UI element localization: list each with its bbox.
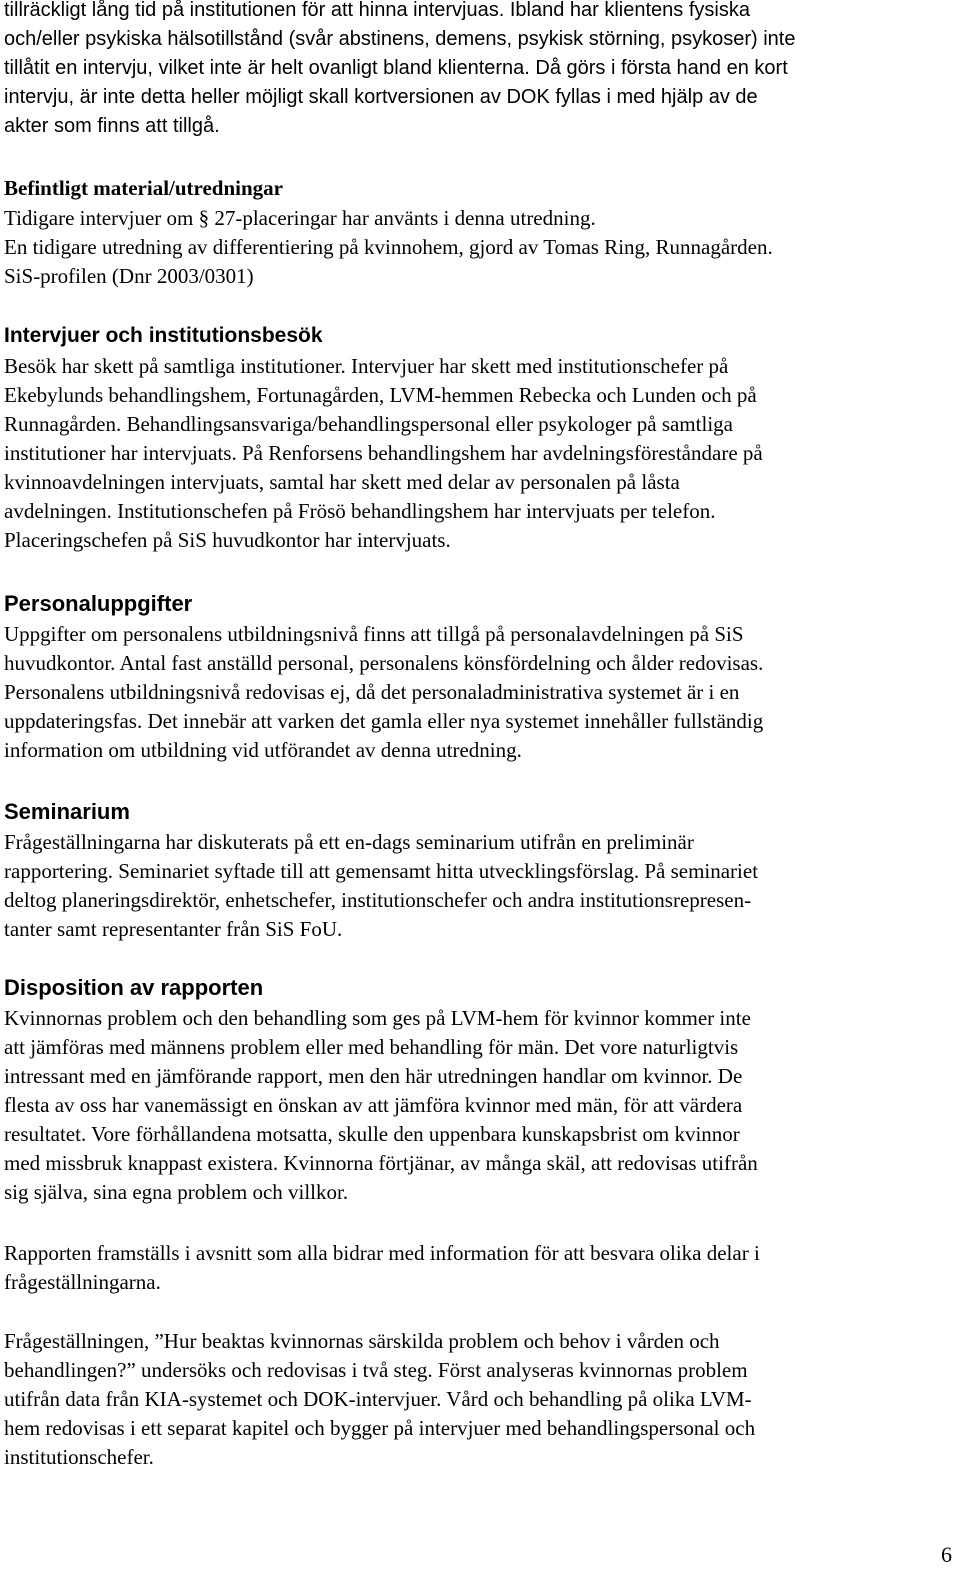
intro-line-5: akter som finns att tillgå. [4, 115, 220, 137]
disposition-p3-line-5: institutionschefer. [4, 1445, 154, 1469]
seminar-line-4: tanter samt representanter från SiS FoU. [4, 917, 343, 941]
staff-line-5: information om utbildning vid utförandet av denna utredning. [4, 738, 522, 762]
interviews-line-7: Placeringschefen på SiS huvudkontor har intervjuats. [4, 528, 451, 552]
heading-personaluppgifter: Personaluppgifter [4, 591, 193, 616]
staff-line-3: Personalens utbildningsnivå redovisas ej, då det personaladministrativa systemet är i en [4, 680, 740, 704]
heading-befintligt-material: Befintligt material/utredningar [4, 176, 283, 200]
disposition-p2-line-1: Rapporten framställs i avsnitt som alla bidrar med information för att besvara olika delar i [4, 1241, 760, 1265]
heading-seminarium: Seminarium [4, 799, 130, 824]
intro-line-4: intervju, är inte detta heller möjligt skall kortversionen av DOK fyllas i med hjälp av de [4, 86, 758, 108]
disposition-p1-line-2: att jämföras med männens problem eller med behandling för män. Det vore naturligtvis [4, 1035, 739, 1059]
heading-disposition: Disposition av rapporten [4, 975, 264, 1000]
disposition-p1-line-6: med missbruk knappast existera. Kvinnorna förtjänar, av många skäl, att redovisas utifrån [4, 1151, 758, 1175]
page-number: 6 [941, 1542, 952, 1567]
heading-intervjuer: Intervjuer och institutionsbesök [4, 324, 323, 347]
interviews-line-2: Ekebylunds behandlingshem, Fortunagården, LVM-hemmen Rebecka och Lunden och på [4, 383, 757, 407]
disposition-p3-line-4: hem redovisas i ett separat kapitel och bygger på intervjuer med behandlingspersonal och [4, 1416, 756, 1440]
staff-line-2: huvudkontor. Antal fast anställd personal, personalens könsfördelning och ålder redovisas. [4, 651, 764, 675]
disposition-p1-line-7: sig själva, sina egna problem och villkor. [4, 1180, 349, 1204]
seminar-line-2: rapportering. Seminariet syftade till att gemensamt hitta utvecklingsförslag. På seminariet [4, 859, 759, 883]
staff-line-1: Uppgifter om personalens utbildningsnivå finns att tillgå på personalavdelningen på SiS [4, 622, 744, 646]
material-line-2: En tidigare utredning av differentiering på kvinnohem, gjord av Tomas Ring, Runnagården. [4, 235, 773, 259]
intro-line-1: tillräckligt lång tid på institutionen för att hinna intervjuas. Ibland har klientens fysiska [4, 0, 750, 21]
intro-line-3: tillåtit en intervju, vilket inte är helt ovanligt bland klienterna. Då görs i första hand en kort [4, 57, 788, 79]
disposition-p1-line-4: flesta av oss har vanemässigt en önskan av att jämföra kvinnor med män, för att värdera [4, 1093, 743, 1117]
disposition-p1-line-3: intressant med en jämförande rapport, men den här utredningen handlar om kvinnor. De [4, 1064, 743, 1088]
disposition-p1-line-1: Kvinnornas problem och den behandling som ges på LVM-hem för kvinnor kommer inte [4, 1006, 751, 1030]
interviews-line-1: Besök har skett på samtliga institutioner. Intervjuer har skett med institutionschefer på [4, 354, 729, 378]
seminar-line-1: Frågeställningarna har diskuterats på ett en-dags seminarium utifrån en preliminär [4, 830, 694, 854]
disposition-p2-line-2: frågeställningarna. [4, 1270, 161, 1294]
disposition-p3-line-1: Frågeställningen, ”Hur beaktas kvinnornas särskilda problem och behov i vården och [4, 1329, 720, 1353]
interviews-line-6: avdelningen. Institutionschefen på Frösö behandlingshem har intervjuats per telefon. [4, 499, 716, 523]
disposition-p3-line-3: utifrån data från KIA-systemet och DOK-intervjuer. Vård och behandling på olika LVM- [4, 1387, 752, 1411]
intro-line-2: och/eller psykiska hälsotillstånd (svår abstinens, demens, psykisk störning, psykoser) inte [4, 28, 796, 50]
material-line-1: Tidigare intervjuer om § 27-placeringar har använts i denna utredning. [4, 206, 596, 230]
interviews-line-4: institutioner har intervjuats. På Renforsens behandlingshem har avdelningsföreståndare på [4, 441, 763, 465]
interviews-line-3: Runnagården. Behandlingsansvariga/behandlingspersonal eller psykologer på samtliga [4, 412, 733, 436]
disposition-p3-line-2: behandlingen?” undersöks och redovisas i två steg. Först analyseras kvinnornas problem [4, 1358, 748, 1382]
interviews-line-5: kvinnoavdelningen intervjuats, samtal har skett med delar av personalen på låsta [4, 470, 680, 494]
staff-line-4: uppdateringsfas. Det innebär att varken det gamla eller nya systemet innehåller fullständig [4, 709, 764, 733]
material-line-3: SiS-profilen (Dnr 2003/0301) [4, 264, 254, 288]
seminar-line-3: deltog planeringsdirektör, enhetschefer, institutionschefer och andra institutionsrepresen- [4, 888, 752, 912]
disposition-p1-line-5: resultatet. Vore förhållandena motsatta, skulle den uppenbara kunskapsbrist om kvinnor [4, 1122, 740, 1146]
